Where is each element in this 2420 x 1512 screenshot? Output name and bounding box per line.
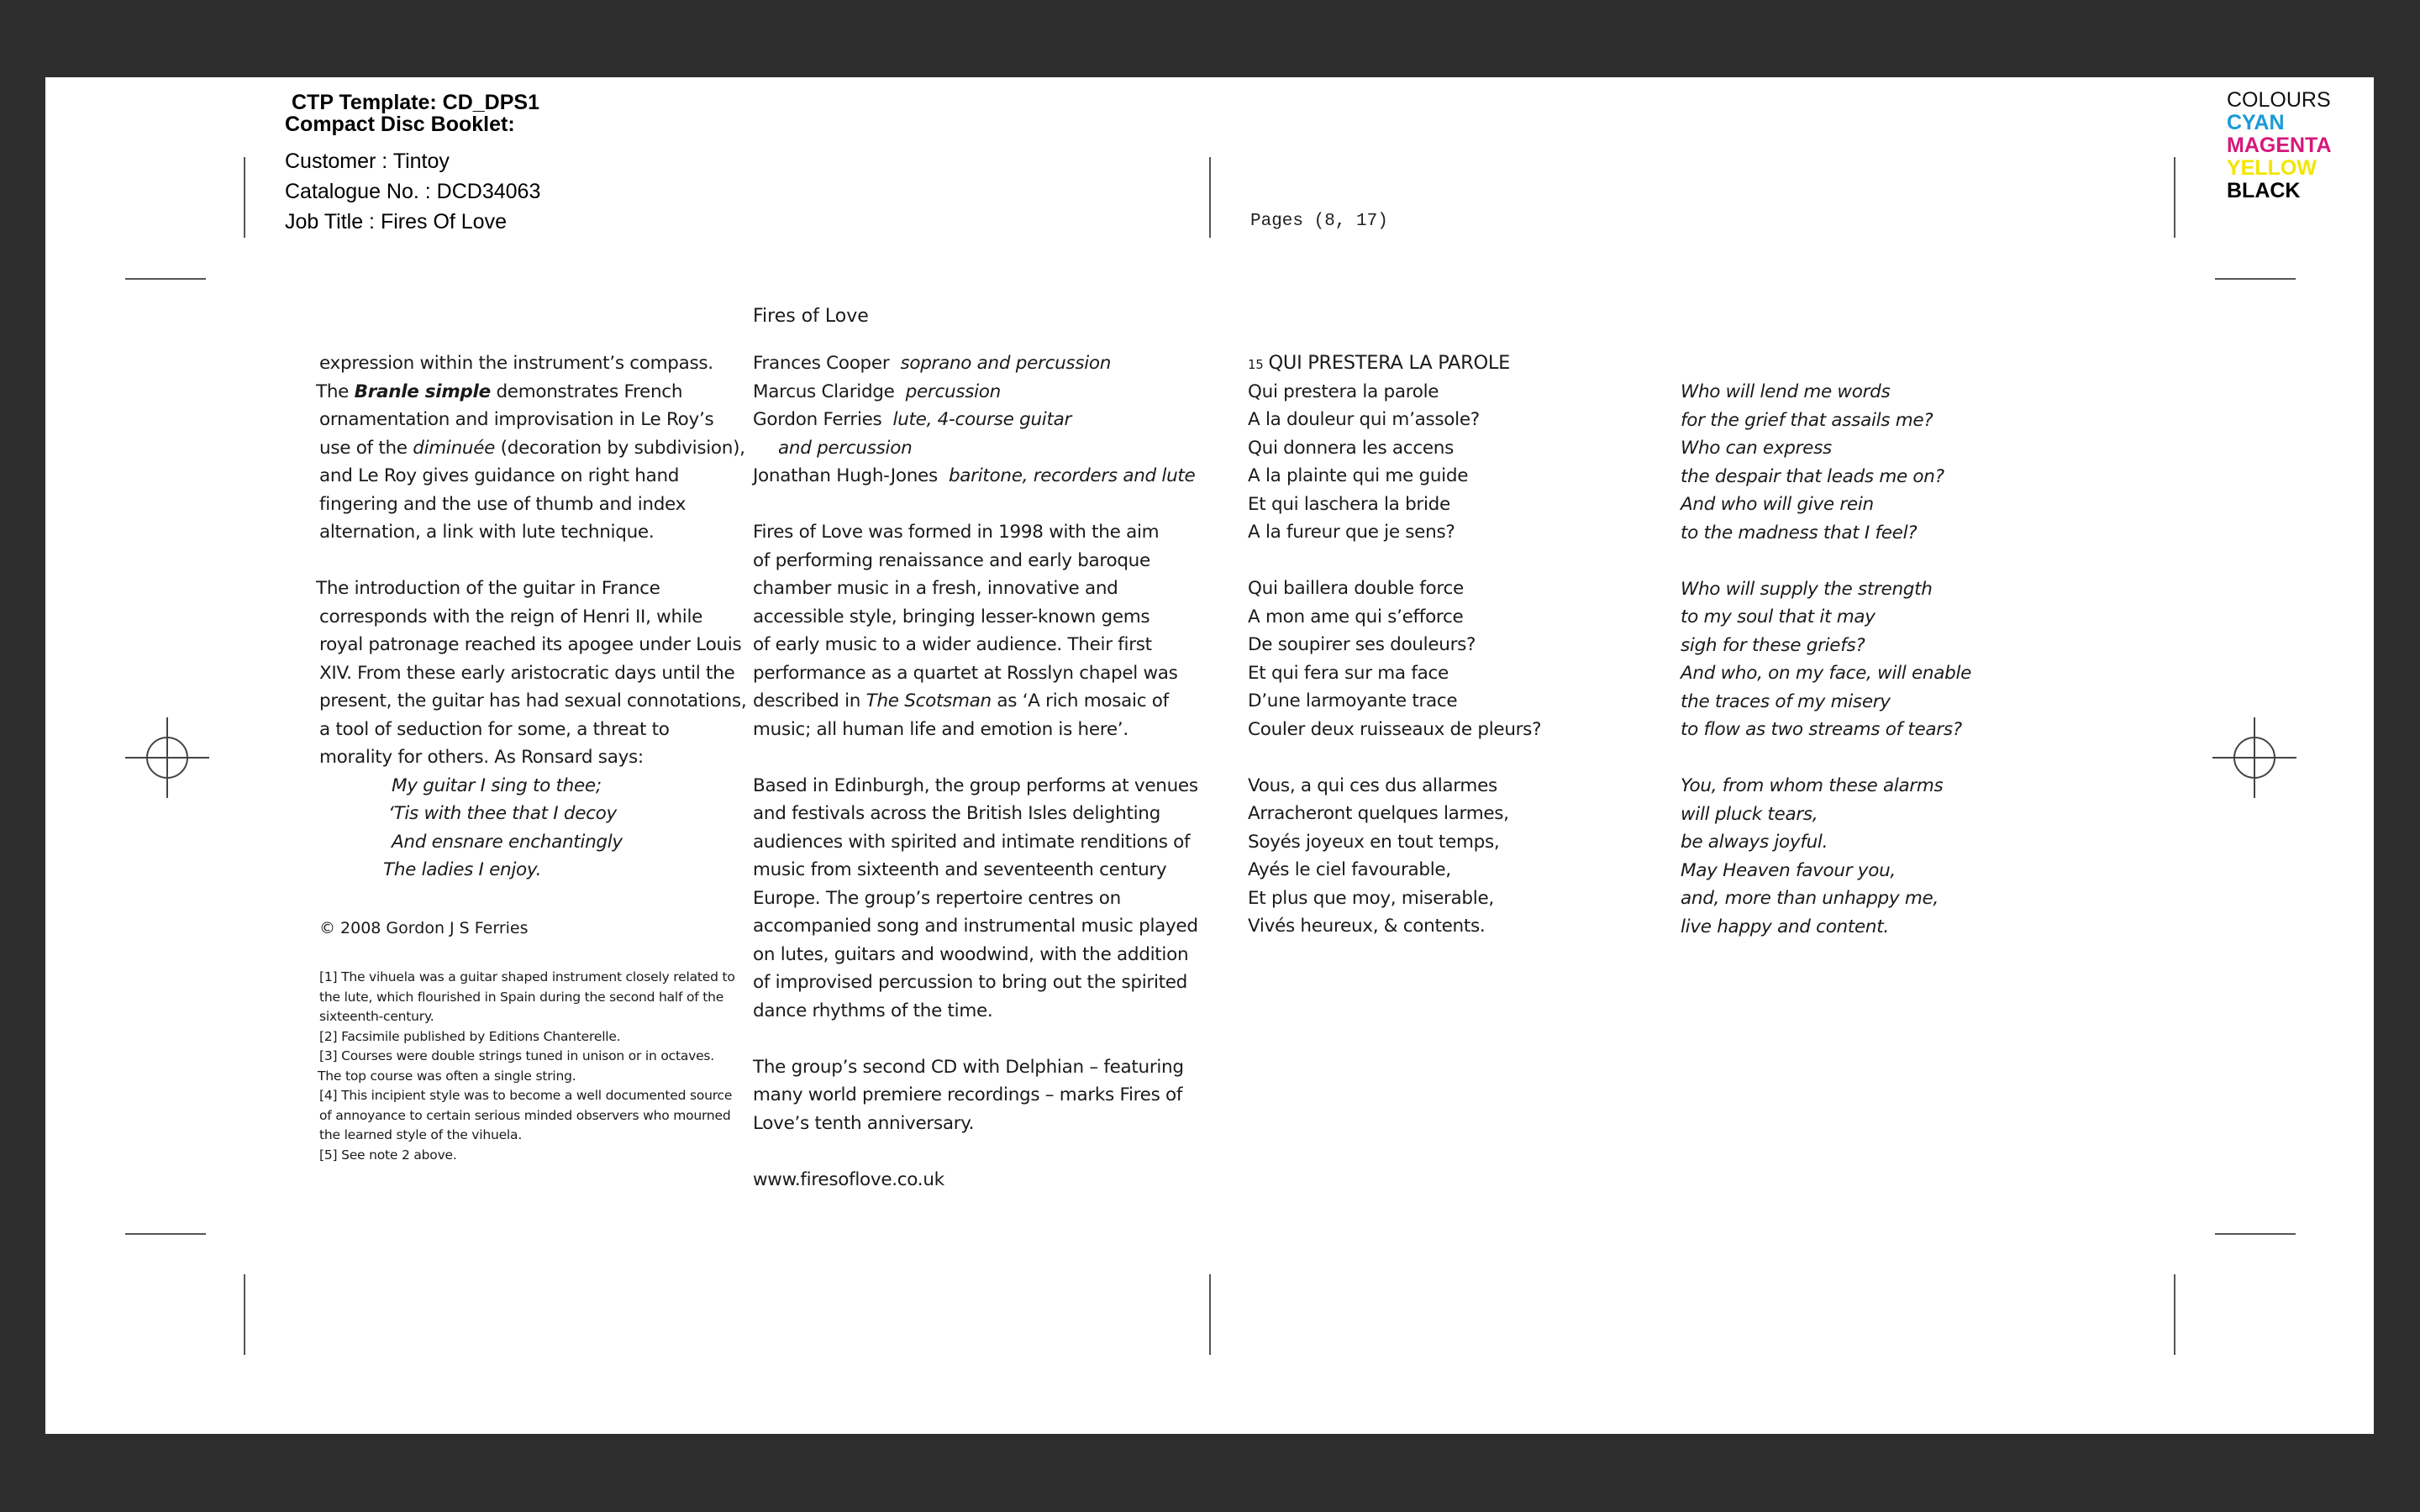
branle-simple-title: Branle simple bbox=[354, 381, 491, 402]
text-line: Love’s tenth anniversary. bbox=[753, 1112, 975, 1134]
text-line: royal patronage reached its apogee under Louis bbox=[319, 634, 742, 655]
text-line: expression within the instrument’s compass. bbox=[319, 353, 713, 374]
text-line: music; all human life and emotion is here’. bbox=[753, 718, 1128, 740]
text-line: a tool of seduction for some, a threat to bbox=[319, 718, 670, 740]
lyric-line: A mon ame qui s’efforce bbox=[1248, 606, 1464, 627]
text-line: on lutes, guitars and woodwind, with the addition bbox=[753, 943, 1189, 965]
text-line: alternation, a link with lute technique. bbox=[319, 522, 655, 543]
lyric-line: Couler deux ruisseaux de pleurs? bbox=[1248, 718, 1542, 740]
booklet-label: Compact Disc Booklet: bbox=[285, 113, 515, 136]
song-title: QUI PRESTERA LA PAROLE bbox=[1268, 352, 1511, 374]
footnote-line: of annoyance to certain serious minded observers who mourned bbox=[319, 1107, 731, 1123]
member-line: Gordon Ferries lute, 4-course guitar bbox=[753, 409, 1072, 430]
member-line: Marcus Claridge percussion bbox=[753, 381, 1001, 402]
text-line: corresponds with the reign of Henri II, while bbox=[319, 606, 703, 627]
colour-yellow: YELLOW bbox=[2227, 156, 2317, 180]
booklet-page bbox=[45, 77, 2374, 1434]
crop-mark-left-lower bbox=[125, 1233, 206, 1235]
text-line: Europe. The group’s repertoire centres on bbox=[753, 887, 1121, 909]
member-line: Jonathan Hugh-Jones baritone, recorders and lute bbox=[753, 465, 1196, 486]
lyric-line: Ayés le ciel favourable, bbox=[1248, 859, 1451, 880]
translation-line: And who will give rein bbox=[1681, 494, 1874, 515]
text-line: dance rhythms of the time. bbox=[753, 1000, 993, 1021]
text-line: use of the diminuée (decoration by subdivision), bbox=[319, 437, 745, 459]
column-essay bbox=[316, 349, 747, 885]
text-line: Fires of Love was formed in 1998 with the aim bbox=[753, 522, 1160, 543]
text-line: accompanied song and instrumental music played bbox=[753, 916, 1198, 937]
footnote-line: sixteenth-century. bbox=[319, 1009, 434, 1024]
translation-line: the despair that leads me on? bbox=[1681, 465, 1944, 487]
text-line: of early music to a wider audience. Their first bbox=[753, 634, 1152, 655]
poem-line: And ensnare enchantingly bbox=[392, 831, 623, 853]
translation-line: And who, on my face, will enable bbox=[1681, 663, 1972, 684]
footnote-line: [2] Facsimile published by Editions Chanterelle. bbox=[319, 1028, 621, 1044]
column-lyrics-french bbox=[1248, 349, 1541, 941]
text-line: Based in Edinburgh, the group performs at venues bbox=[753, 774, 1198, 796]
colour-magenta: MAGENTA bbox=[2227, 134, 2332, 157]
crop-mark-right-lower bbox=[2215, 1233, 2296, 1235]
translation-line: to the madness that I feel? bbox=[1681, 522, 1918, 543]
lyric-line: A la fureur que je sens? bbox=[1248, 522, 1455, 543]
crop-mark-right-upper bbox=[2215, 278, 2296, 280]
crop-mark-top-left bbox=[244, 157, 245, 238]
text-line: The group’s second CD with Delphian – featuring bbox=[753, 1056, 1184, 1078]
colours-label: COLOURS bbox=[2227, 88, 2331, 112]
text-line: accessible style, bringing lesser-known gems bbox=[753, 606, 1150, 627]
footnote-line: [5] See note 2 above. bbox=[319, 1147, 457, 1163]
translation-line: Who can express bbox=[1681, 438, 1832, 459]
scotsman-title: The Scotsman bbox=[865, 690, 992, 711]
registration-mark-right bbox=[2212, 716, 2296, 800]
translation-line: to my soul that it may bbox=[1681, 606, 1876, 627]
pages-indicator: Pages (8, 17) bbox=[1250, 212, 1388, 231]
text-line: The introduction of the guitar in France bbox=[316, 578, 660, 599]
lyric-line: Vous, a qui ces dus allarmes bbox=[1248, 774, 1497, 796]
footnote-line: [3] Courses were double strings tuned in unison or in octaves. bbox=[319, 1048, 715, 1063]
catalogue-line: Catalogue No. : DCD34063 bbox=[285, 180, 541, 203]
footnote-line: the learned style of the vihuela. bbox=[319, 1127, 523, 1142]
translation-line: sigh for these griefs? bbox=[1681, 634, 1865, 656]
translation-line: live happy and content. bbox=[1681, 916, 1889, 937]
colours-legend bbox=[2227, 89, 2332, 202]
lyric-line: Soyés joyeux en tout temps, bbox=[1248, 831, 1500, 853]
registration-mark-left bbox=[125, 716, 209, 800]
lyric-line: Et qui fera sur ma face bbox=[1248, 662, 1449, 684]
footnote-line: The top course was often a single string. bbox=[318, 1068, 576, 1084]
text-line: audiences with spirited and intimate renditions of bbox=[753, 831, 1191, 853]
crop-mark-bottom-right bbox=[2174, 1274, 2175, 1355]
lyric-line: Et qui laschera la bride bbox=[1248, 493, 1450, 515]
text-line: chamber music in a fresh, innovative and bbox=[753, 578, 1118, 599]
poem-line: My guitar I sing to thee; bbox=[392, 774, 602, 796]
translation-line: be always joyful. bbox=[1681, 832, 1828, 853]
text-line: of improvised percussion to bring out the spirited bbox=[753, 972, 1188, 993]
crop-mark-left-upper bbox=[125, 278, 206, 280]
text-line: fingering and the use of thumb and index bbox=[319, 493, 687, 515]
lyric-line: A la plainte qui me guide bbox=[1248, 465, 1469, 486]
lyric-line: Qui prestera la parole bbox=[1248, 381, 1439, 402]
translation-line: May Heaven favour you, bbox=[1681, 859, 1896, 881]
template-title: CTP Template: CD_DPS1 bbox=[292, 91, 539, 114]
lyric-line: Vivés heureux, & contents. bbox=[1248, 916, 1486, 937]
translation-line: the traces of my misery bbox=[1681, 690, 1891, 712]
lyric-line: Arracheront quelques larmes, bbox=[1248, 803, 1509, 824]
ensemble-heading: Fires of Love bbox=[753, 306, 869, 327]
footnote-line: [4] This incipient style was to become a well documented source bbox=[319, 1088, 733, 1103]
colour-cyan: CYAN bbox=[2227, 111, 2285, 134]
footnotes bbox=[319, 968, 735, 1165]
translation-line: will pluck tears, bbox=[1681, 803, 1818, 825]
text-line: many world premiere recordings – marks Fires of bbox=[753, 1084, 1183, 1105]
lyric-line: Et plus que moy, miserable, bbox=[1248, 887, 1494, 909]
lyric-line: Qui baillera double force bbox=[1248, 578, 1464, 599]
text-line: present, the guitar has had sexual connotations, bbox=[319, 690, 747, 711]
copyright-line: © 2008 Gordon J S Ferries bbox=[319, 919, 529, 937]
text-line: music from sixteenth and seventeenth century bbox=[753, 859, 1167, 880]
track-number: 15 bbox=[1248, 357, 1264, 372]
website-link[interactable]: www.firesoflove.co.uk bbox=[753, 1168, 944, 1190]
translation-line: You, from whom these alarms bbox=[1681, 775, 1944, 796]
translation-line: to flow as two streams of tears? bbox=[1681, 719, 1962, 740]
text-line: XIV. From these early aristocratic days until the bbox=[319, 662, 735, 684]
translation-line: Who will supply the strength bbox=[1681, 578, 1933, 600]
column-biography bbox=[753, 349, 1198, 1194]
text-line: and festivals across the British Isles delighting bbox=[753, 803, 1160, 824]
crop-mark-bottom-left bbox=[244, 1274, 245, 1355]
text-line: described in The Scotsman as ‘A rich mosaic of bbox=[753, 690, 1169, 711]
text-line: morality for others. As Ronsard says: bbox=[319, 747, 644, 768]
text-line: The Branle simple demonstrates French bbox=[316, 381, 683, 402]
colour-black: BLACK bbox=[2227, 179, 2301, 202]
lyric-line: De soupirer ses douleurs? bbox=[1248, 634, 1476, 655]
member-line: and percussion bbox=[778, 437, 913, 459]
translation-line: and, more than unhappy me, bbox=[1681, 888, 1939, 909]
lyric-line: D’une larmoyante trace bbox=[1248, 690, 1458, 711]
job-title-line: Job Title : Fires Of Love bbox=[285, 210, 507, 234]
text-line: ornamentation and improvisation in Le Roy’s bbox=[319, 409, 714, 430]
text-line: of performing renaissance and early baroque bbox=[753, 549, 1150, 571]
translation-line: for the grief that assails me? bbox=[1681, 409, 1933, 431]
crop-mark-top-center bbox=[1209, 157, 1211, 238]
song-heading bbox=[1248, 349, 1541, 378]
column-lyrics-english bbox=[1681, 378, 1971, 941]
poem-line: The ladies I enjoy. bbox=[383, 859, 542, 880]
footnote-line: the lute, which flourished in Spain during the second half of the bbox=[319, 989, 724, 1005]
member-line: Frances Cooper soprano and percussion bbox=[753, 353, 1112, 374]
crop-mark-top-right bbox=[2174, 157, 2175, 238]
text-line: and Le Roy gives guidance on right hand bbox=[319, 465, 680, 486]
customer-line: Customer : Tintoy bbox=[285, 150, 450, 173]
lyric-line: Qui donnera les accens bbox=[1248, 437, 1454, 459]
crop-mark-bottom-center bbox=[1209, 1274, 1211, 1355]
translation-line: Who will lend me words bbox=[1681, 381, 1891, 402]
footnote-line: [1] The vihuela was a guitar shaped instrument closely related to bbox=[319, 969, 735, 984]
text-line: performance as a quartet at Rosslyn chapel was bbox=[753, 662, 1178, 684]
poem-line: ‘Tis with thee that I decoy bbox=[388, 803, 617, 824]
lyric-line: A la douleur qui m’assole? bbox=[1248, 409, 1480, 430]
